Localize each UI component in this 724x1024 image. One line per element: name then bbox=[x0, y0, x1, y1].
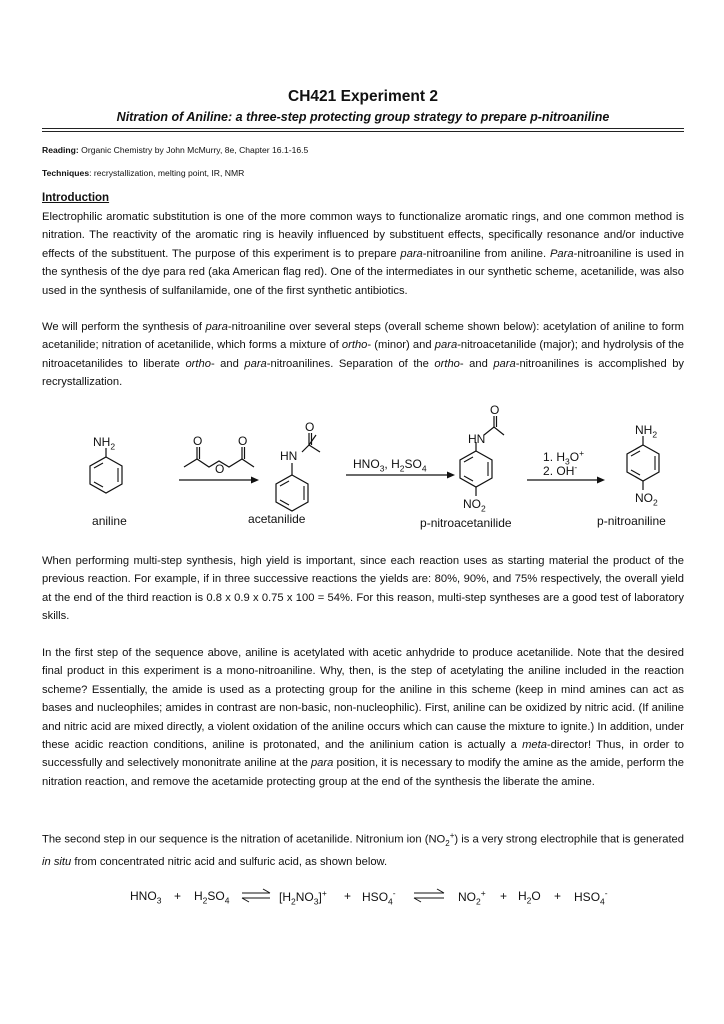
header-rule-bottom bbox=[42, 131, 684, 132]
label-p-nitroaniline: p-nitroaniline bbox=[597, 514, 666, 528]
text-run: - and bbox=[459, 357, 494, 370]
acetanilide-o: O bbox=[305, 420, 315, 434]
text-run: 2 bbox=[445, 838, 450, 848]
pna-hn: HN bbox=[468, 432, 486, 446]
eq-term-hso4-b: $HSO_4^-$ bbox=[574, 888, 608, 907]
text-run: ortho bbox=[341, 339, 368, 352]
anhydride-o-right: O bbox=[238, 434, 248, 448]
text-run: In the first step of the sequence above, aniline is acetylated with acetic anhydride to produce acetanilide. Note that the desired final product in this experiment is a mono-nitroaniline. Why, then, is the step of acetylating the aniline included in the reaction scheme? Essentially, the amide is used as a protecting group for the aniline in this scheme (keep in mind amines can act as bases and nucleophiles; amides in contrast are non-basic, non-nucleophilic). First, aniline can be oxidized by nitric acid. (If aniline and nitric acid are mixed directly, a violent oxidation of the aniline occurs which can cause the mixture to ignite.) In addition, under these acidic reaction conditions, aniline is protonated, and the anilinium cation is actually a bbox=[42, 647, 684, 752]
product-nh2: $NH_2$ bbox=[635, 423, 658, 440]
eq-term-no2: $NO_2^+$ bbox=[458, 888, 486, 907]
label-p-nitroacetanilide: p-nitroacetanilide bbox=[420, 516, 512, 530]
text-run: -nitroanilines is accomplished by recrystallization. bbox=[42, 357, 685, 389]
text-run: ortho bbox=[434, 357, 460, 370]
paragraph bbox=[42, 318, 684, 392]
text-run: ) is a very strong electrophile that is generated bbox=[454, 833, 685, 846]
text-run: meta bbox=[522, 739, 547, 752]
text-run: - and bbox=[210, 357, 245, 370]
aniline-ring bbox=[90, 457, 122, 493]
intro-heading: Introduction bbox=[42, 192, 110, 204]
hydrolysis-step-2: 2. OH- bbox=[543, 462, 578, 478]
techniques-text: : recrystallization, melting point, IR, NMR bbox=[89, 168, 245, 178]
text-run: We will perform the synthesis of bbox=[42, 321, 206, 333]
text-run: - (minor) and bbox=[367, 339, 435, 352]
text-run: para bbox=[493, 357, 516, 370]
text-run: -nitroaniline is used in the synthesis of the dye para red (aka American flag red). One of the intermediates in our synthetic scheme, acetanilide, was also used in the synthesis of sulfanilamide, one of the first synthetic antibiotics. bbox=[42, 247, 684, 297]
nitronium-equation bbox=[122, 876, 662, 912]
text-run: in situ bbox=[42, 856, 72, 869]
p-nitroaniline-ring bbox=[627, 445, 659, 481]
eq-plus-3: + bbox=[500, 889, 508, 903]
anhydride-o-bridge: O bbox=[215, 462, 225, 476]
acetanilide-hn: HN bbox=[280, 449, 298, 463]
document-subtitle: Nitration of Aniline: a three-step protecting group strategy to prepare p-nitroaniline bbox=[116, 110, 610, 124]
techniques-label: Techniques bbox=[42, 168, 90, 178]
paragraph bbox=[42, 644, 684, 791]
label-aniline: aniline bbox=[92, 514, 127, 528]
pna-no2: $NO_2$ bbox=[463, 497, 486, 514]
eq-term-hno3: $HNO_3$ bbox=[130, 889, 162, 906]
text-run: -nitroaniline over several steps (overall scheme shown below): acetylation of aniline to form acetanilide; nitration of acetanilide, which forms a mixture of bbox=[42, 321, 685, 352]
eq-term-hso4-a: $HSO_4^-$ bbox=[362, 888, 396, 907]
text-run: para bbox=[205, 321, 228, 333]
product-no2: $NO_2$ bbox=[635, 491, 658, 508]
text-run: -nitroaniline from aniline. bbox=[422, 247, 550, 260]
equilibrium-arrow-2 bbox=[414, 889, 444, 902]
text-run: -nitroacetanilide (major); and hydrolysis of the nitroacetanilides to liberate bbox=[42, 339, 684, 370]
p-nitroacetanilide-ring bbox=[460, 451, 492, 487]
label-acetanilide: acetanilide bbox=[248, 512, 306, 526]
text-run: -director! Thus, in order to successfully and selectively mononitrate aniline at the bbox=[42, 739, 684, 770]
text-run: para bbox=[434, 339, 458, 352]
text-run: ortho bbox=[185, 357, 211, 370]
eq-plus-2: + bbox=[344, 889, 352, 903]
text-run: When performing multi-step synthesis, high yield is important, since each reaction uses as starting material the product of the previous reaction. For example, if in three successive reactions the yields are: 80%, 90%, and 75% respectively, the overall yield at the end of the third reaction is 0.8 x 0.9 x 0.75 x 100 = 54%. For this reason, multi-step syntheses are a good test of laboratory skills. bbox=[42, 555, 684, 623]
text-run: + bbox=[449, 831, 455, 840]
anhydride-o-left: O bbox=[193, 434, 203, 448]
header-rule-top bbox=[42, 128, 684, 129]
eq-term-h2o: $H_2O$ bbox=[518, 889, 541, 906]
pna-o: O bbox=[490, 405, 500, 417]
text-run: Electrophilic aromatic substitution is one of the more common ways to functionalize aromatic rings, and one common method is nitration. The reactivity of the aromatic ring is heavily influenced by substituent effects, specifically resonance and/or inductive effects of the substituent. The purpose of this experiment is to prepare bbox=[42, 211, 684, 260]
text-run: -nitroanilines. Separation of the bbox=[266, 357, 435, 370]
nitration-reagents: $HNO_3$, $H_2SO_4$ bbox=[353, 457, 427, 474]
text-run: para bbox=[400, 247, 423, 260]
reading-line bbox=[42, 145, 308, 155]
hydrolysis-step-1: 1. $H_3O^+$ bbox=[543, 448, 585, 467]
equilibrium-arrow-1 bbox=[242, 889, 270, 902]
reading-label: Reading: bbox=[42, 145, 79, 155]
eq-plus-4: + bbox=[554, 889, 562, 903]
text-run: position, it is necessary to modify the amine as the amide, perform the nitration reaction, and remove the acetamide protecting group at the end of the synthesis the liberate the amine. bbox=[42, 757, 684, 788]
acetanilide-ring bbox=[276, 475, 308, 511]
paragraph bbox=[42, 827, 684, 872]
techniques-line bbox=[42, 168, 244, 178]
eq-term-h2so4: $H_2SO_4$ bbox=[194, 889, 230, 906]
text-run: from concentrated nitric acid and sulfuric acid, as shown below. bbox=[71, 856, 388, 869]
document-title: CH421 Experiment 2 bbox=[288, 88, 438, 105]
paragraph bbox=[42, 208, 684, 300]
eq-plus-1: + bbox=[174, 889, 182, 903]
paragraph bbox=[42, 552, 684, 626]
text-run: Para bbox=[549, 247, 574, 260]
reading-text: Organic Chemistry by John McMurry, 8e, Chapter 16.1-16.5 bbox=[78, 145, 309, 155]
text-run: para bbox=[310, 757, 334, 770]
eq-term-h2no3: $[H_2NO_3]^+$ bbox=[279, 888, 327, 907]
aniline-nh2: $NH_2$ bbox=[93, 435, 116, 452]
text-run: The second step in our sequence is the nitration of acetanilide. Nitronium ion (NO bbox=[42, 833, 446, 846]
reaction-scheme bbox=[72, 405, 672, 533]
text-run: para bbox=[244, 357, 267, 370]
